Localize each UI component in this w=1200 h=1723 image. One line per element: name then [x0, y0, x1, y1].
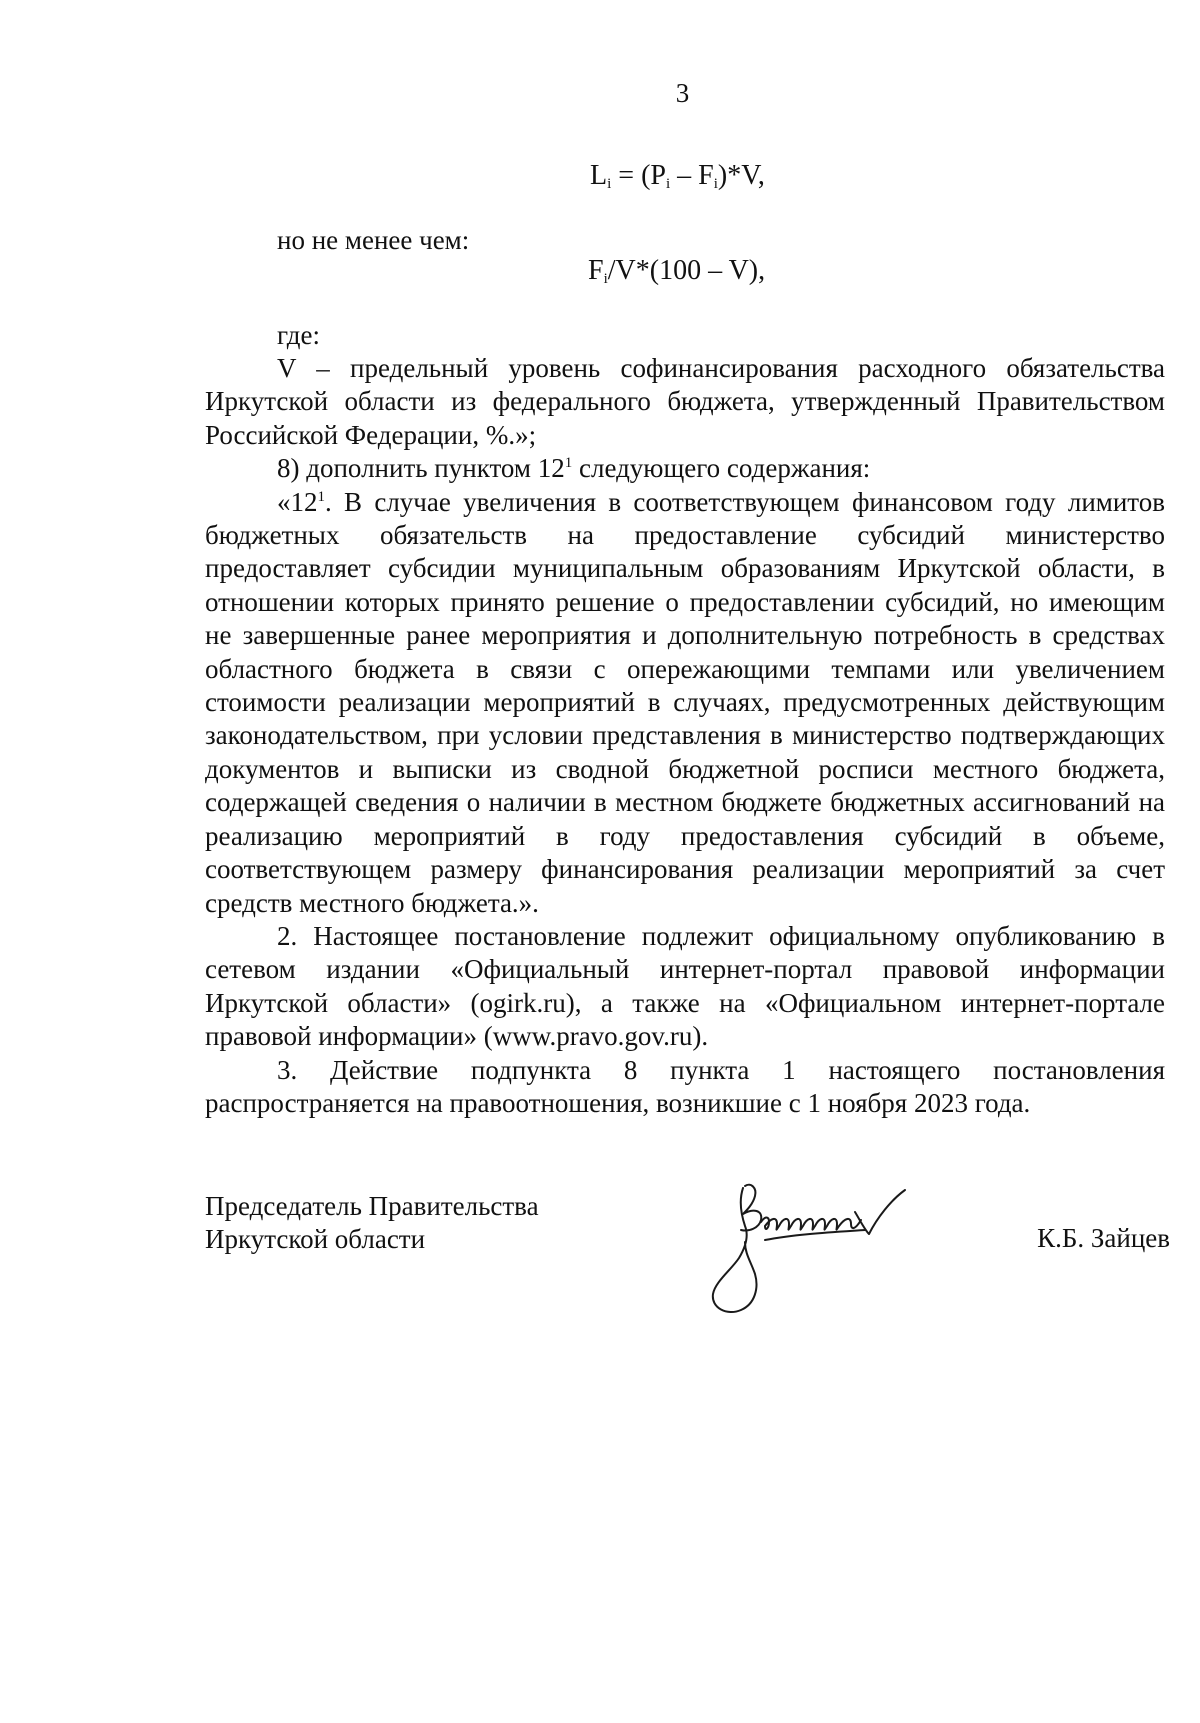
superscript: 1	[564, 455, 573, 472]
formula-limit	[590, 160, 765, 193]
paragraph-effective-date: 3. Действие подпункта 8 пункта 1 настоящего постановления распространяется на правоотношения, возникшие с 1 ноября 2023 года.	[205, 1054, 1165, 1118]
where-label: где:	[277, 320, 320, 350]
page-number: 3	[675, 78, 690, 108]
paragraph-v-definition: V – предельный уровень софинансирования расходного обязательства Иркутской области из федерального бюджета, утвержденный Правительством Российской Федерации, %.»;	[205, 353, 1165, 450]
superscript: 1	[317, 488, 325, 505]
formula-minimum	[588, 255, 765, 288]
formula-sub-i: i	[603, 271, 608, 287]
signature-block	[205, 1190, 1170, 1330]
not-less-label: но не менее чем:	[277, 225, 470, 255]
document-body	[205, 352, 1165, 1120]
handwritten-signature	[705, 1170, 965, 1320]
formula-mid: – F	[670, 160, 714, 191]
paragraph-publication: 2. Настоящее постановление подлежит официальному опубликованию в сетевом издании «Официальный интернет-портал правовой информации Иркутской области» (ogirk.ru), а также на «Официальном интернет-портале правовой информации» (www.pravo.gov.ru).	[205, 920, 1165, 1052]
signer-position-line: Председатель Правительства	[205, 1191, 539, 1221]
formula-sub-i: i	[607, 176, 612, 192]
paragraph-amend-item-8	[205, 452, 1165, 485]
paragraph-item-12-1	[205, 486, 1165, 920]
formula-l: L	[590, 160, 608, 191]
formula-end: )*V,	[717, 160, 765, 191]
signer-position-line: Иркутской области	[205, 1224, 426, 1254]
formula-sub-i: i	[665, 176, 671, 192]
formula-eq: = (P	[611, 160, 666, 191]
paragraph-text: «12	[277, 486, 318, 517]
signer-position	[205, 1190, 539, 1256]
paragraph-text: 8) дополнить пунктом 12	[277, 453, 565, 484]
paragraph-text: . В случае увеличения в соответствующем финансовом году лимитов бюджетных обязательств на предоставление субсидий министерство предоставляет субсидии муниципальным образованиям Иркутской области, в отношении которых принято решение о предоставлении субсидий, но имеющим не завершенные ранее мероприятия и дополнительную потребность в средствах областного бюджета в связи с опережающими темпами или увеличением стоимости реализации мероприятий в случаях, предусмотренных действующим законодательством, при условии представления в министерство подтверждающих документов и выписки из сводной бюджетной росписи местного бюджета, содержащей сведения о наличии в местном бюджете бюджетных ассигнований на реализацию мероприятий в году предоставления субсидий в объеме, соответствующем размеру финансирования реализации мероприятий за счет средств местного бюджета.».	[205, 486, 1165, 918]
formula-sub-i: i	[713, 176, 718, 192]
formula-rest: /V*(100 – V),	[607, 255, 766, 286]
formula-f: F	[588, 255, 604, 286]
paragraph-text: следующего содержания:	[572, 453, 871, 484]
signer-name: К.Б. Зайцев	[1037, 1223, 1170, 1253]
